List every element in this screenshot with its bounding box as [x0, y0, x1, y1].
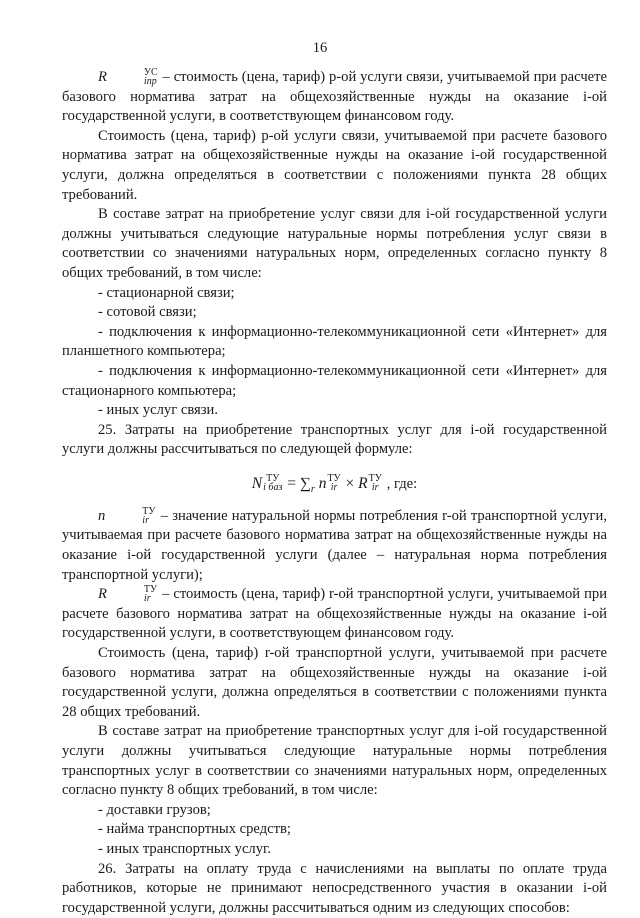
formula: [62, 473, 607, 495]
symbol-superscript: ТУ: [142, 505, 156, 517]
symbol-subscript: inp: [143, 75, 157, 87]
symbol-superscript: УС: [143, 66, 158, 78]
symbol-indices: [108, 68, 158, 86]
formula-lhs: [252, 475, 284, 492]
symbol-subscript: ir: [142, 514, 149, 526]
symbol-indices: [263, 474, 282, 492]
list-item: - найма транспортных средств;: [98, 821, 291, 838]
definition-text: – значение натуральной нормы потребления r-ой транспортной услуги, учитываемая при расчете базового норматива затрат на общехозяйственные нужды на оказание i-ой государственной услуги (далее – натуральная норма потребления транспортной услуги);: [62, 507, 607, 583]
variable-symbol: [98, 583, 158, 604]
symbol-indices: [106, 507, 155, 525]
paragraph: Стоимость (цена, тариф) p-ой услуги связи, учитываемой при расчете базового норматива затрат на общехозяйственные нужды на оказание i-ой государственной услуги, должна определяться в соответствии с положениями пункта 28 общих требований.: [62, 127, 607, 203]
symbol-base: n: [318, 474, 327, 492]
paragraph: Стоимость (цена, тариф) r-ой транспортной услуги, учитываемой при расчете базового норматива затрат на общехозяйственные нужды на оказание i-ой государственной услуги, должна определяться в соответствии с положениями пункта 28 общих требований.: [62, 645, 607, 720]
symbol-superscript: ТУ: [266, 473, 280, 485]
formula-tail: , где:: [386, 475, 418, 492]
list-item: - подключения к информационно-телекоммуникационной сети «Интернет» для стационарного компьютера;: [62, 362, 607, 399]
definition-paragraph: [62, 68, 607, 127]
document-body: [62, 68, 607, 918]
symbol-subscript: ir: [371, 482, 379, 494]
paragraph: 25. Затраты на приобретение транспортных услуг для i-ой государственной услуги должны рассчитываться по следующей формуле:: [62, 421, 607, 458]
list-item: - доставки грузов;: [98, 801, 211, 818]
symbol-superscript: ТУ: [368, 473, 382, 485]
definition-text: – стоимость (цена, тариф) p-ой услуги связи, учитываемой при расчете базового норматива затрат на общехозяйственные нужды на оказание i-ой государственной услуги, в соответствующем финансовом году.: [62, 69, 607, 125]
symbol-base: n: [98, 507, 106, 524]
formula-sum: = ∑: [287, 474, 311, 492]
page-number: 16: [312, 40, 328, 56]
symbol-base: R: [98, 586, 107, 603]
symbol-base: N: [251, 474, 263, 492]
definition-text: – стоимость (цена, тариф) r-ой транспортной услуги, учитываемой при расчете базового норматива затрат на общехозяйственные нужды на оказание i-ой государственной услуги, в соответствующем финансовом году.: [62, 586, 607, 642]
symbol-subscript: ir: [143, 592, 151, 604]
symbol-subscript: ir: [330, 482, 338, 494]
symbol-base: R: [98, 69, 107, 85]
symbol-superscript: ТУ: [327, 473, 341, 485]
symbol-indices: [108, 585, 157, 603]
definition-paragraph: [62, 507, 607, 585]
formula-sum-index: r: [310, 483, 315, 495]
list-item: - иных транспортных услуг.: [98, 840, 271, 857]
list-item: - подключения к информационно-телекоммуникационной сети «Интернет» для планшетного компьютера;: [62, 323, 607, 360]
symbol-indices: [369, 474, 382, 492]
variable-symbol: [98, 66, 159, 87]
formula-term-n: [319, 475, 342, 492]
symbol-superscript: ТУ: [143, 583, 158, 595]
list-item: - иных услуг связи.: [98, 402, 218, 419]
paragraph: В составе затрат на приобретение услуг связи для i-ой государственной услуги должны учитываться следующие натуральные нормы потребления услуг связи в соответствии со значениями натуральных норм, определенных согласно пункту 8 общих требований, в том числе:: [62, 206, 607, 281]
list-item: - стационарной связи;: [98, 284, 235, 301]
symbol-indices: [327, 474, 340, 492]
list-item: - сотовой связи;: [98, 304, 197, 321]
variable-symbol: [98, 505, 157, 526]
formula-times: ×: [345, 474, 355, 492]
paragraph: 26. Затраты на оплату труда с начислениями на выплаты по оплате труда работников, которые не принимают непосредственного участия в оказании i-ой государственной услуги, должны рассчитываться одним из следующих способов:: [62, 860, 607, 916]
symbol-base: R: [358, 474, 368, 492]
symbol-subscript: i баз: [263, 482, 283, 494]
paragraph: В составе затрат на приобретение транспортных услуг для i-ой государственной услуги должны учитываться следующие натуральные нормы потребления транспортных услуг в соответствии со значениями натуральных норм, определенных согласно пункту 8 общих требований, в том числе:: [62, 723, 607, 799]
formula-term-r: [358, 475, 383, 492]
definition-paragraph: [62, 585, 607, 644]
